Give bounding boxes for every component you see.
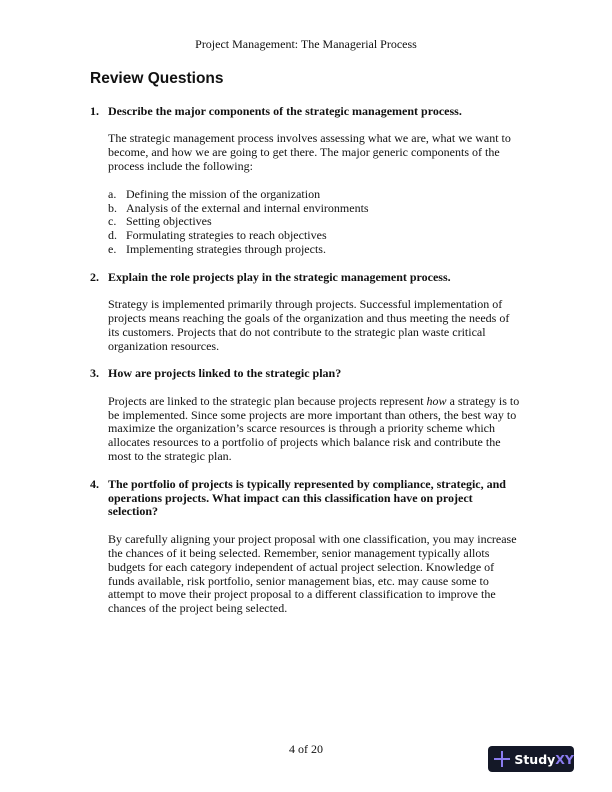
review-questions-list (90, 105, 520, 630)
answer-text-part: a strategy is to be implemented. Since some projects are more important than others, the best way to maximize the organization’s scarce resources is through a priority scheme which allocates resources to a portfolio of projects which balance risk and contribute the most to the strategic plan. (108, 393, 520, 464)
answer-text: Strategy is implemented primarily through projects. Successful implementation of projects means reaching the goals of the organization and thus meeting the needs of its customers. Projects that do not contribute to the strategic plan waste critical organization resources. (108, 297, 510, 353)
question-text: Describe the major components of the strategic management process. (108, 104, 462, 118)
answer-emphasis: how (426, 393, 447, 408)
list-item (108, 243, 520, 257)
answer-text: The strategic management process involves assessing what we are, what we want to become, and how we are going to get there. The major generic components of the process include the following: (108, 131, 511, 174)
question-number: 4. (90, 476, 99, 491)
page-number: 4 of 20 (289, 742, 323, 756)
list-item (108, 202, 520, 216)
question-number: 1. (90, 104, 99, 118)
list-item (108, 229, 520, 243)
list-item (108, 215, 520, 229)
list-item (108, 188, 520, 202)
badge-label-accent: XY (555, 751, 574, 767)
question-item-4 (90, 478, 520, 617)
question-item-2 (90, 271, 520, 354)
question-item-1 (90, 105, 520, 257)
list-text: Implementing strategies through projects. (126, 242, 326, 257)
question-item-3 (90, 367, 520, 464)
answer-text-part: Projects are linked to the strategic plan because projects represent (108, 393, 427, 408)
list-text: Defining the mission of the organization (126, 186, 321, 201)
answer-text: By carefully aligning your project proposal with one classification, you may increase the chances of it being selected. Remember, senior management typically allots budgets for each category independent of actual project selection. Knowledge of funds available, risk portfolio, senior management bias, etc. may cause some to attempt to move their project proposal to a different classification to improve the chances of the project being selected. (108, 531, 517, 616)
plus-icon (494, 751, 509, 767)
list-letter: c. (108, 214, 117, 229)
question-number: 3. (90, 366, 99, 381)
list-letter: b. (108, 200, 117, 215)
components-list (108, 188, 520, 258)
section-title: Review Questions (90, 70, 224, 87)
question-number: 2. (90, 269, 99, 284)
list-letter: e. (108, 242, 117, 257)
list-text: Formulating strategies to reach objectives (126, 228, 327, 243)
answer-text (108, 395, 520, 465)
question-text: Explain the role projects play in the strategic management process. (108, 269, 451, 284)
list-letter: d. (108, 228, 117, 243)
list-text: Setting objectives (126, 214, 212, 229)
question-text: How are projects linked to the strategic plan? (108, 366, 342, 381)
page-header: Project Management: The Managerial Process (195, 37, 417, 51)
badge-label-main: Study (514, 751, 556, 767)
list-letter: a. (108, 186, 117, 201)
question-text: The portfolio of projects is typically represented by compliance, strategic, and operations projects. What impact can this classification have on project selection? (108, 476, 506, 519)
studyxy-badge[interactable] (488, 746, 574, 772)
list-text: Analysis of the external and internal environments (126, 200, 369, 215)
